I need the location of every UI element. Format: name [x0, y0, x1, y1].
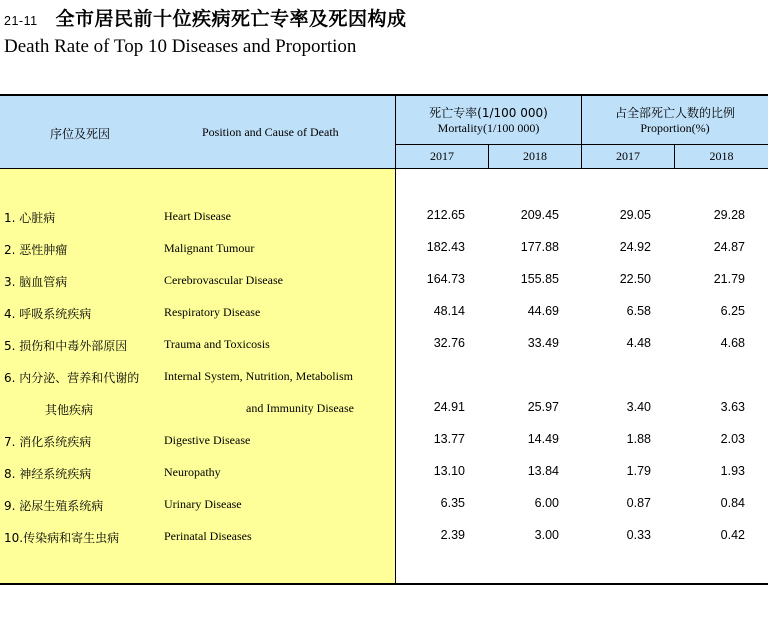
mortality-2018: 177.88	[520, 240, 559, 254]
header-mortality-en: Mortality(1/100 000)	[437, 121, 540, 135]
proportion-2017: 0.33	[626, 528, 651, 542]
chinese-title: 全市居民前十位疾病死亡专率及死因构成	[55, 8, 407, 30]
english-title: Death Rate of Top 10 Diseases and Proportion	[4, 36, 357, 57]
proportion-2018: 1.93	[720, 464, 745, 478]
mortality-2017: 2.39	[440, 528, 465, 542]
proportion-2017: 4.48	[626, 336, 651, 350]
cause-cn: 9. 泌尿生殖系统病	[4, 499, 104, 513]
cause-en: Respiratory Disease	[164, 305, 261, 319]
cause-cn: 4. 呼吸系统疾病	[4, 307, 92, 321]
proportion-2018: 3.63	[720, 400, 745, 414]
header-rank-cause-cn: 序位及死因	[50, 127, 111, 141]
header-bottom-rule	[0, 168, 768, 169]
proportion-2017: 6.58	[626, 304, 651, 318]
mortality-2017: 48.14	[433, 304, 465, 318]
header-year-mortality-2018: 2018	[523, 149, 547, 163]
mortality-2018: 155.85	[520, 272, 559, 286]
header-year-proportion-2017: 2017	[616, 149, 640, 163]
mortality-2017: 32.76	[433, 336, 465, 350]
cause-en: Cerebrovascular Disease	[164, 273, 283, 287]
table-number-and-title	[4, 4, 407, 31]
mortality-2018: 3.00	[534, 528, 559, 542]
proportion-2018: 24.87	[713, 240, 745, 254]
mortality-2017: 164.73	[426, 272, 465, 286]
cause-en: Heart Disease	[164, 209, 231, 223]
cause-cn: 3. 脑血管病	[4, 275, 68, 289]
mortality-2017: 24.91	[433, 400, 465, 414]
proportion-2018: 29.28	[713, 208, 745, 222]
cause-cn: 2. 恶性肿瘤	[4, 243, 68, 257]
proportion-2018: 0.84	[720, 496, 745, 510]
header-proportion-en: Proportion(%)	[640, 121, 710, 135]
table-top-rule	[0, 94, 768, 96]
mortality-2017: 182.43	[426, 240, 465, 254]
proportion-2018: 4.68	[720, 336, 745, 350]
mortality-2018: 14.49	[527, 432, 559, 446]
cause-en: Digestive Disease	[164, 433, 251, 447]
table-number: 21-11	[4, 14, 38, 28]
mortality-2018: 6.00	[534, 496, 559, 510]
proportion-2018: 2.03	[720, 432, 745, 446]
cause-cn: 其他疾病	[45, 403, 94, 417]
cause-cn: 6. 内分泌、营养和代谢的	[4, 371, 140, 385]
mortality-2017: 13.10	[433, 464, 465, 478]
mortality-2018: 209.45	[520, 208, 559, 222]
cause-cn: 5. 损伤和中毒外部原因	[4, 339, 128, 353]
cause-en: Malignant Tumour	[164, 241, 255, 255]
proportion-2018: 6.25	[720, 304, 745, 318]
proportion-2017: 1.88	[626, 432, 651, 446]
mortality-2017: 13.77	[433, 432, 465, 446]
cause-en: Urinary Disease	[164, 497, 242, 511]
proportion-2017: 1.79	[626, 464, 651, 478]
mortality-2018: 25.97	[527, 400, 559, 414]
cause-cn: 1. 心脏病	[4, 211, 56, 225]
cause-cn: 7. 消化系统疾病	[4, 435, 92, 449]
proportion-2018: 21.79	[713, 272, 745, 286]
mortality-2017: 6.35	[440, 496, 465, 510]
header-proportion-cn: 占全部死亡人数的比例	[614, 106, 735, 120]
mortality-2017: 212.65	[426, 208, 465, 222]
proportion-2017: 0.87	[626, 496, 651, 510]
header-year-proportion-2018: 2018	[709, 149, 734, 163]
cause-en: Neuropathy	[164, 465, 221, 479]
proportion-2017: 22.50	[619, 272, 651, 286]
header-rank-cause-en: Position and Cause of Death	[202, 125, 339, 139]
proportion-2017: 3.40	[626, 400, 651, 414]
header-year-mortality-2017: 2017	[430, 149, 454, 163]
cause-en: and Immunity Disease	[246, 401, 354, 415]
proportion-2017: 29.05	[619, 208, 651, 222]
cause-en: Perinatal Diseases	[164, 529, 252, 543]
proportion-2018: 0.42	[720, 528, 745, 542]
header-mortality-cn: 死亡专率(1/100 000)	[429, 106, 548, 120]
cause-cn: 10.传染病和寄生虫病	[4, 531, 120, 545]
mortality-2018: 44.69	[527, 304, 559, 318]
table-bottom-rule	[0, 583, 768, 585]
mortality-2018: 33.49	[527, 336, 559, 350]
cause-cn: 8. 神经系统疾病	[4, 467, 92, 481]
cause-en: Internal System, Nutrition, Metabolism	[164, 369, 353, 383]
proportion-2017: 24.92	[619, 240, 651, 254]
cause-en: Trauma and Toxicosis	[164, 337, 270, 351]
mortality-2018: 13.84	[527, 464, 559, 478]
